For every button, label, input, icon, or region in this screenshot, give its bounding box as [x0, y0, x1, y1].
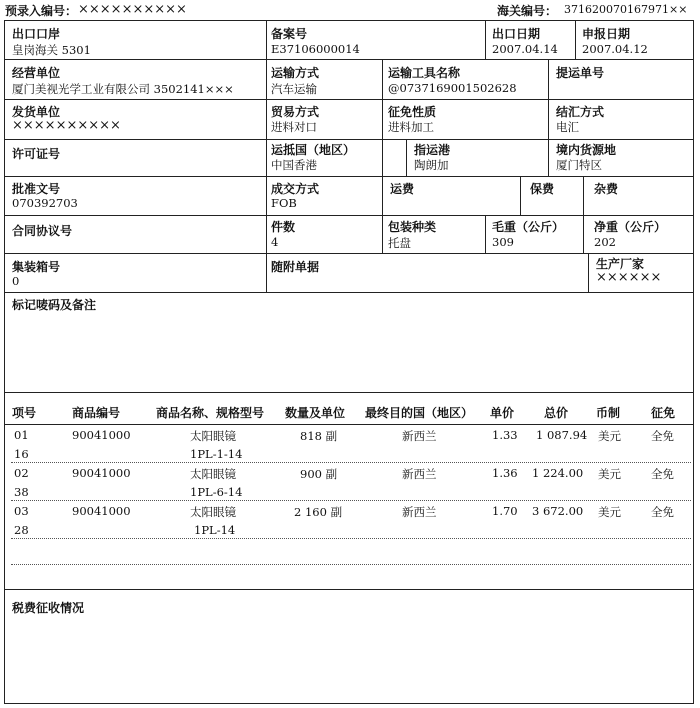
col-qty: 数量及单位 — [285, 406, 346, 420]
packing-value: 托盘 — [388, 236, 411, 250]
row1-qty: 818 副 — [300, 429, 338, 443]
row1-name: 太阳眼镜 — [190, 429, 236, 443]
operator-value: 厦门美视光学工业有限公司 3502141××× — [12, 82, 234, 96]
col-exempt: 征免 — [651, 406, 676, 420]
row3-total: 3 672.00 — [532, 504, 584, 518]
row2-exempt: 全免 — [651, 467, 674, 481]
record-no-value: E37106000014 — [271, 42, 360, 56]
col-total: 总价 — [544, 406, 569, 420]
row3-dest: 新西兰 — [402, 505, 437, 519]
row2-name: 太阳眼镜 — [190, 467, 236, 481]
row3-price: 1.70 — [492, 504, 518, 518]
row2-spec: 1PL-6-14 — [190, 485, 243, 499]
settlement-label: 结汇方式 — [556, 105, 605, 119]
transport-mode-label: 运输方式 — [271, 66, 320, 80]
tax-nature-value: 进料加工 — [388, 120, 434, 134]
export-port-label: 出口口岸 — [12, 27, 61, 41]
misc-fee-label: 杂费 — [594, 182, 619, 196]
license-label: 许可证号 — [12, 147, 61, 161]
row3-currency: 美元 — [598, 505, 621, 519]
row1-spec: 1PL-1-14 — [190, 447, 243, 461]
declare-date-label: 申报日期 — [582, 27, 631, 41]
freight-label: 运费 — [390, 182, 415, 196]
tax-nature-label: 征免性质 — [388, 105, 437, 119]
row3-name: 太阳眼镜 — [190, 505, 236, 519]
bill-no-label: 提运单号 — [556, 66, 605, 80]
row3-item: 03 — [14, 504, 29, 518]
col-item: 项号 — [12, 406, 37, 420]
approval-no-label: 批准文号 — [12, 182, 61, 196]
row2-item: 02 — [14, 466, 29, 480]
row2-code: 90041000 — [72, 466, 131, 480]
operator-label: 经营单位 — [12, 66, 61, 80]
col-name: 商品名称、规格型号 — [156, 406, 265, 420]
row1-code: 90041000 — [72, 428, 131, 442]
consignor-value: ×××××××××× — [12, 118, 121, 133]
vehicle-name-value: @0737169001502628 — [388, 81, 517, 95]
row2-currency: 美元 — [598, 467, 621, 481]
row2-dest: 新西兰 — [402, 467, 437, 481]
deal-mode-value: FOB — [271, 196, 297, 210]
approval-no-value: 070392703 — [12, 196, 78, 210]
col-code: 商品编号 — [72, 406, 121, 420]
net-weight-value: 202 — [594, 235, 616, 249]
row3-qty: 2 160 副 — [294, 505, 343, 519]
row1-currency: 美元 — [598, 429, 621, 443]
dest-port-value: 陶朗加 — [414, 158, 449, 172]
col-price: 单价 — [490, 406, 515, 420]
packing-label: 包装种类 — [388, 220, 437, 234]
col-currency: 币制 — [596, 406, 621, 420]
row3-code: 90041000 — [72, 504, 131, 518]
container-no-label: 集装箱号 — [12, 260, 61, 274]
row3-spec: 1PL-14 — [194, 523, 236, 537]
manufacturer-label: 生产厂家 — [596, 257, 645, 271]
net-weight-label: 净重（公斤） — [594, 220, 667, 234]
marks-label: 标记唛码及备注 — [12, 298, 97, 312]
tax-status-label: 税费征收情况 — [12, 601, 85, 615]
row1-dest: 新西兰 — [402, 429, 437, 443]
customs-no-label: 海关编号： — [497, 4, 558, 18]
row3-sub: 28 — [14, 523, 29, 537]
export-date-value: 2007.04.14 — [492, 42, 558, 56]
insurance-label: 保费 — [530, 182, 555, 196]
row2-sub: 38 — [14, 485, 29, 499]
contract-no-label: 合同协议号 — [12, 224, 73, 238]
export-port-value: 皇岗海关 5301 — [12, 43, 91, 57]
transport-mode-value: 汽车运输 — [271, 82, 317, 96]
dest-country-label: 运抵国（地区） — [271, 143, 356, 157]
row1-total: 1 087.94 — [536, 428, 588, 442]
row2-total: 1 224.00 — [532, 466, 584, 480]
row2-price: 1.36 — [492, 466, 518, 480]
deal-mode-label: 成交方式 — [271, 182, 320, 196]
pieces-value: 4 — [271, 235, 279, 249]
export-date-label: 出口日期 — [492, 27, 541, 41]
dest-port-label: 指运港 — [414, 143, 451, 157]
prerecord-label: 预录入编号： — [5, 4, 78, 18]
row3-exempt: 全免 — [651, 505, 674, 519]
row2-qty: 900 副 — [300, 467, 338, 481]
row1-item: 01 — [14, 428, 29, 442]
gross-weight-label: 毛重（公斤） — [492, 220, 565, 234]
declare-date-value: 2007.04.12 — [582, 42, 648, 56]
trade-mode-label: 贸易方式 — [271, 105, 320, 119]
row1-price: 1.33 — [492, 428, 518, 442]
vehicle-name-label: 运输工具名称 — [388, 66, 461, 80]
row1-sub: 16 — [14, 447, 29, 461]
customs-no-value: 371620070167971×× — [564, 3, 688, 16]
pieces-label: 件数 — [271, 220, 296, 234]
domestic-source-label: 境内货源地 — [556, 143, 617, 157]
dest-country-value: 中国香港 — [271, 158, 317, 172]
settlement-value: 电汇 — [556, 120, 579, 134]
col-dest: 最终目的国（地区） — [365, 406, 474, 420]
record-no-label: 备案号 — [271, 27, 308, 41]
container-no-value: 0 — [12, 274, 20, 288]
row1-exempt: 全免 — [651, 429, 674, 443]
attached-docs-label: 随附单据 — [271, 260, 320, 274]
trade-mode-value: 进料对口 — [271, 120, 317, 134]
manufacturer-value: ×××××× — [596, 270, 662, 285]
domestic-source-value: 厦门特区 — [556, 158, 602, 172]
consignor-label: 发货单位 — [12, 105, 61, 119]
gross-weight-value: 309 — [492, 235, 514, 249]
prerecord-value: ×××××××××× — [78, 2, 187, 17]
